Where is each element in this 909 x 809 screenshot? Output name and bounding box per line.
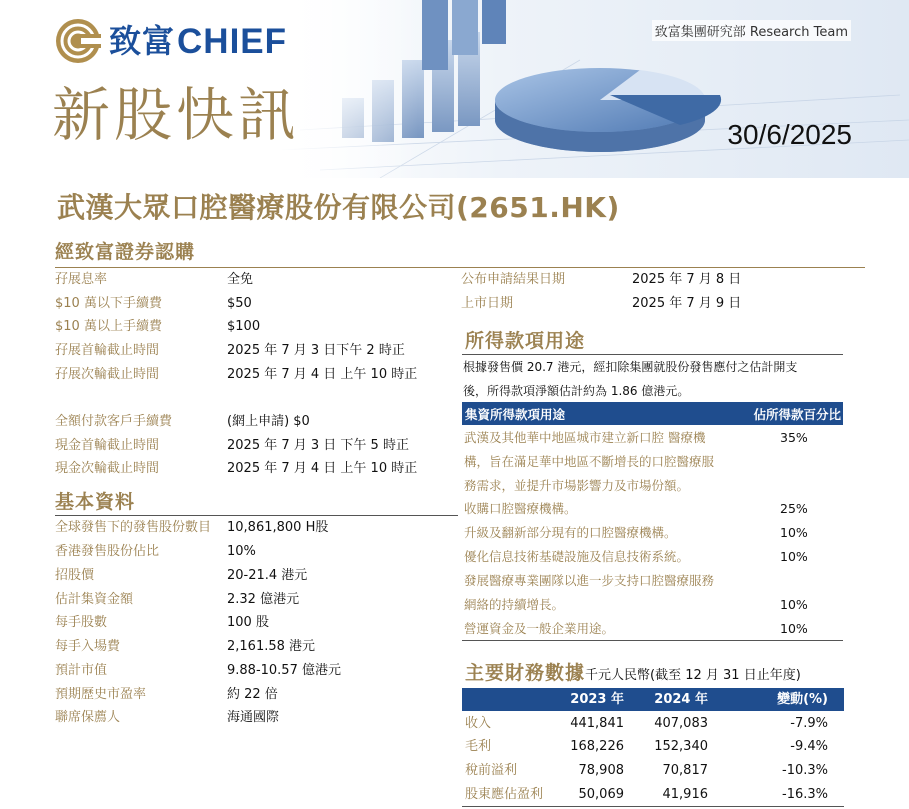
row-label: 收入: [465, 716, 492, 731]
row-label: 每手入場費: [55, 639, 121, 654]
proceeds-desc: 收購口腔醫療機構。: [464, 501, 577, 516]
proceeds-desc: 升級及翻新部分現有的口腔醫療機構。: [464, 525, 677, 540]
financials-row: [462, 735, 844, 759]
subscription-row: [55, 434, 409, 458]
proceeds-desc: 武漢及其他華中地區城市建立新口腔 醫療機: [464, 430, 706, 445]
row-label: 孖展次輪截止時間: [55, 367, 160, 382]
row-label: 孖展息率: [55, 272, 108, 287]
row-label: 現金首輪截止時間: [55, 438, 160, 453]
value-2023: 50,069: [578, 787, 624, 802]
row-label: 上市日期: [461, 296, 514, 311]
proceeds-desc: 優化信息技術基礎設施及信息技術系統。: [464, 549, 690, 564]
basic-info-row: [55, 540, 256, 564]
use-of-proceeds-table-header: [462, 402, 843, 425]
paragraph-line: 後，所得款項淨額估計約為 1.86 億港元。: [463, 383, 690, 398]
row-value: 20-21.4 港元: [227, 568, 308, 583]
company-name: 武漢大眾口腔醫療股份有限公司(2651.HK): [57, 191, 620, 224]
proceeds-pct: 35%: [780, 430, 808, 445]
row-label: 每手股數: [55, 615, 108, 630]
proceeds-pct: 25%: [780, 501, 808, 516]
proceeds-row: [464, 593, 842, 617]
value-2023: 441,841: [570, 716, 624, 731]
row-value: 10,861,800 H股: [227, 520, 329, 535]
basic-info-row: [55, 564, 307, 588]
proceeds-row: [464, 474, 842, 498]
logo-text-en: CHIEF: [177, 21, 288, 61]
row-label: 毛利: [465, 739, 492, 754]
row-value: 2025 年 7 月 3 日下午 2 時正: [227, 343, 405, 358]
listing-date-row: [461, 292, 741, 316]
value-change: -7.9%: [790, 716, 828, 731]
row-value: 約 22 倍: [227, 687, 278, 702]
row-value: 10%: [227, 544, 256, 559]
value-change: -10.3%: [782, 763, 828, 778]
row-value: 2025 年 7 月 4 日 上午 10 時正: [227, 367, 418, 382]
subscription-row: [55, 315, 260, 339]
row-value: 100 股: [227, 615, 269, 630]
proceeds-pct: 10%: [780, 597, 808, 612]
col-header-2024: 2024 年: [654, 692, 708, 707]
row-value: 2,161.58 港元: [227, 639, 316, 654]
row-value: $50: [227, 296, 252, 311]
proceeds-pct: 10%: [780, 549, 808, 564]
use-of-proceeds-divider: [462, 354, 843, 355]
value-2023: 168,226: [570, 739, 624, 754]
value-2024: 407,083: [654, 716, 708, 731]
subscription-row: [55, 363, 417, 387]
proceeds-row: [464, 426, 842, 450]
financials-heading: 主要財務數據: [465, 662, 586, 684]
proceeds-pct: 10%: [780, 525, 808, 540]
basic-info-row: [55, 706, 279, 730]
basic-info-row: [55, 635, 315, 659]
subscription-section-title: 經致富證券認購: [55, 241, 196, 263]
financials-row: [462, 712, 844, 736]
proceeds-desc: 網絡的持續增長。: [464, 597, 565, 612]
logo-text-cn: 致富: [109, 22, 176, 60]
row-value: 9.88-10.57 億港元: [227, 663, 341, 678]
financials-row: [462, 759, 844, 783]
subscription-row: [55, 457, 417, 481]
financials-title: [465, 658, 801, 685]
row-label: 稅前溢利: [465, 763, 518, 778]
header-pct: 佔所得款百分比: [753, 406, 841, 422]
row-label: 香港發售股份佔比: [55, 544, 160, 559]
financials-table-header: [462, 688, 844, 711]
proceeds-row: [464, 617, 842, 641]
basic-info-row: [55, 683, 278, 707]
row-value: $100: [227, 319, 261, 334]
proceeds-pct: 10%: [780, 621, 808, 636]
financials-note: 千元人民幣(截至 12 月 31 日止年度): [585, 668, 801, 683]
row-label: 股東應佔盈利: [465, 787, 544, 802]
row-value: 2025 年 7 月 9 日: [632, 296, 742, 311]
listing-date-row: [461, 268, 741, 292]
basic-info-row: [55, 659, 341, 683]
proceeds-pct: [772, 474, 842, 498]
row-value: 全免: [227, 272, 254, 287]
proceeds-table-bottom-rule: [462, 640, 843, 641]
value-2024: 152,340: [654, 739, 708, 754]
row-label: 預期歷史市盈率: [55, 687, 147, 702]
value-2024: 70,817: [662, 763, 708, 778]
subscription-row: [55, 410, 310, 434]
row-label: 公布申請結果日期: [461, 272, 566, 287]
value-change: -16.3%: [782, 787, 828, 802]
proceeds-desc: 構，旨在滿足華中地區不斷增長的口腔醫療服: [464, 454, 715, 469]
chief-logo-icon: [55, 18, 101, 64]
financials-row: [462, 783, 844, 807]
row-value: (網上申請) $0: [227, 414, 310, 429]
row-value: 2025 年 7 月 3 日 下午 5 時正: [227, 438, 409, 453]
proceeds-row: [464, 497, 842, 521]
paragraph-line: 根據發售價 20.7 港元，經扣除集團就股份發售應付之估計開支: [463, 360, 798, 374]
report-date: 30/6/2025: [727, 119, 852, 150]
use-of-proceeds-title: 所得款項用途: [465, 330, 586, 352]
proceeds-row: [464, 450, 842, 474]
row-label: 孖展首輪截止時間: [55, 343, 160, 358]
basic-info-row: [55, 588, 299, 612]
header-desc: 集資所得款項用途: [465, 406, 566, 422]
row-label: 招股價: [55, 568, 95, 583]
research-team-label: 致富集團研究部 Research Team: [652, 20, 851, 41]
row-label: 全額付款客戶手續費: [55, 414, 173, 429]
financials-table-bottom-rule: [462, 806, 844, 807]
basic-info-row: [55, 611, 269, 635]
value-2024: 41,916: [662, 787, 708, 802]
proceeds-pct: [772, 450, 842, 474]
proceeds-desc: 發展醫療專業團隊以進一步支持口腔醫療服務: [464, 573, 715, 588]
page-title: 新股快訊: [52, 81, 301, 149]
row-value: 2.32 億港元: [227, 592, 300, 607]
row-value: 海通國際: [227, 710, 280, 725]
subscription-row: [55, 292, 252, 316]
subscription-row: [55, 339, 405, 363]
row-label: $10 萬以上手續費: [55, 319, 162, 334]
proceeds-row: [464, 545, 842, 569]
basic-info-row: [55, 516, 328, 540]
subscription-row: [55, 268, 253, 292]
row-label: $10 萬以下手續費: [55, 296, 162, 311]
row-label: 現金次輪截止時間: [55, 461, 160, 476]
row-label: 預計市值: [55, 663, 108, 678]
proceeds-row: [464, 569, 842, 593]
row-value: 2025 年 7 月 8 日: [632, 272, 742, 287]
proceeds-desc: 營運資金及一般企業用途。: [464, 621, 615, 636]
use-of-proceeds-paragraph: [463, 356, 847, 403]
basic-info-section-title: 基本資料: [55, 491, 136, 513]
value-change: -9.4%: [790, 739, 828, 754]
row-label: 聯席保薦人: [55, 710, 121, 725]
row-label: 估計集資金額: [55, 592, 134, 607]
company-logo: [55, 17, 287, 65]
row-label: 全球發售下的發售股份數目: [55, 520, 212, 535]
col-header-2023: 2023 年: [570, 692, 624, 707]
row-value: 2025 年 7 月 4 日 上午 10 時正: [227, 461, 418, 476]
proceeds-desc: 務需求，並提升市場影響力及市場份額。: [464, 478, 690, 493]
proceeds-pct: [772, 569, 842, 593]
proceeds-row: [464, 521, 842, 545]
value-2023: 78,908: [578, 763, 624, 778]
col-header-change: 變動(%): [777, 692, 828, 707]
